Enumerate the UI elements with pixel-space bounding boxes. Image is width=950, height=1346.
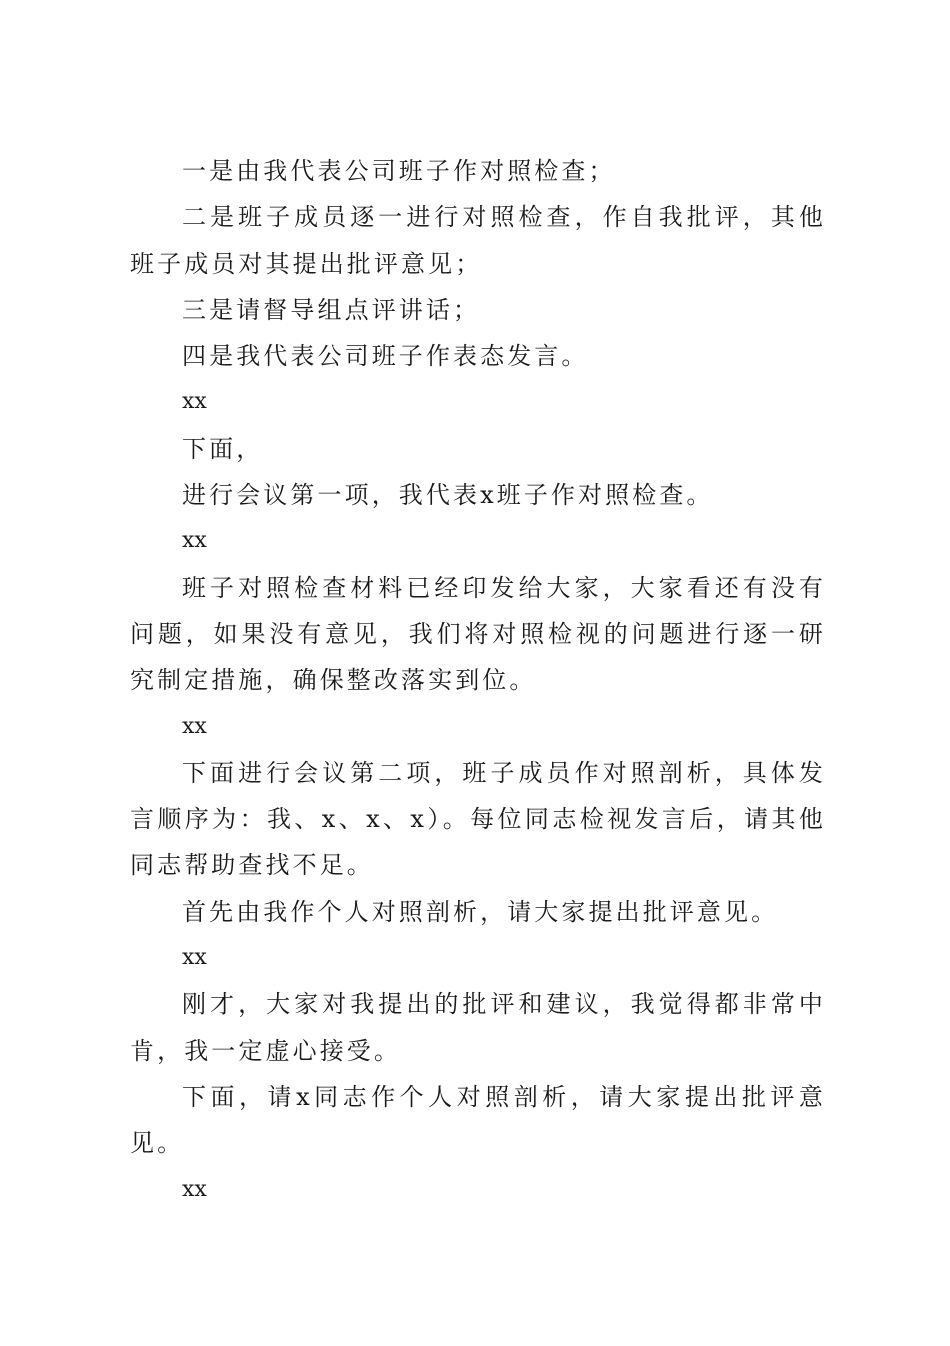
paragraph: 四是我代表公司班子作表态发言。 bbox=[182, 342, 589, 371]
paragraph: 一是由我代表公司班子作对照检查； bbox=[182, 157, 616, 185]
speaker-label: xx bbox=[182, 1176, 207, 1202]
paragraph: 班子对照检查材料已经印发给大家，大家看还有没有问题，如果没有意见，我们将对照检视的问题进行逐一研究制定措施，确保整改落实到位。 bbox=[130, 573, 826, 695]
paragraph: 下面，请x同志作个人对照剖析，请大家提出批评意见。 bbox=[130, 1082, 826, 1158]
speaker-label: xx bbox=[182, 528, 207, 554]
paragraph: 三是请督导组点评讲话； bbox=[182, 295, 481, 324]
speaker-label: xx bbox=[182, 389, 207, 415]
paragraph: 首先由我作个人对照剖析，请大家提出批评意见。 bbox=[182, 897, 779, 926]
paragraph: 二是班子成员逐一进行对照检查，作自我批评，其他班子成员对其提出批评意见； bbox=[130, 203, 826, 278]
speaker-label: xx bbox=[182, 945, 207, 971]
paragraph: 下面， bbox=[182, 434, 264, 463]
paragraph: 进行会议第一项，我代表x班子作对照检查。 bbox=[182, 481, 714, 510]
paragraph: 下面进行会议第二项，班子成员作对照剖析，具体发言顺序为：我、x、x、x）。每位同志检视发言后，请其他同志帮助查找不足。 bbox=[130, 758, 826, 880]
document-body bbox=[130, 148, 826, 1213]
speaker-label: xx bbox=[182, 713, 207, 739]
paragraph: 刚才，大家对我提出的批评和建议，我觉得都非常中肯，我一定虚心接受。 bbox=[130, 990, 826, 1065]
